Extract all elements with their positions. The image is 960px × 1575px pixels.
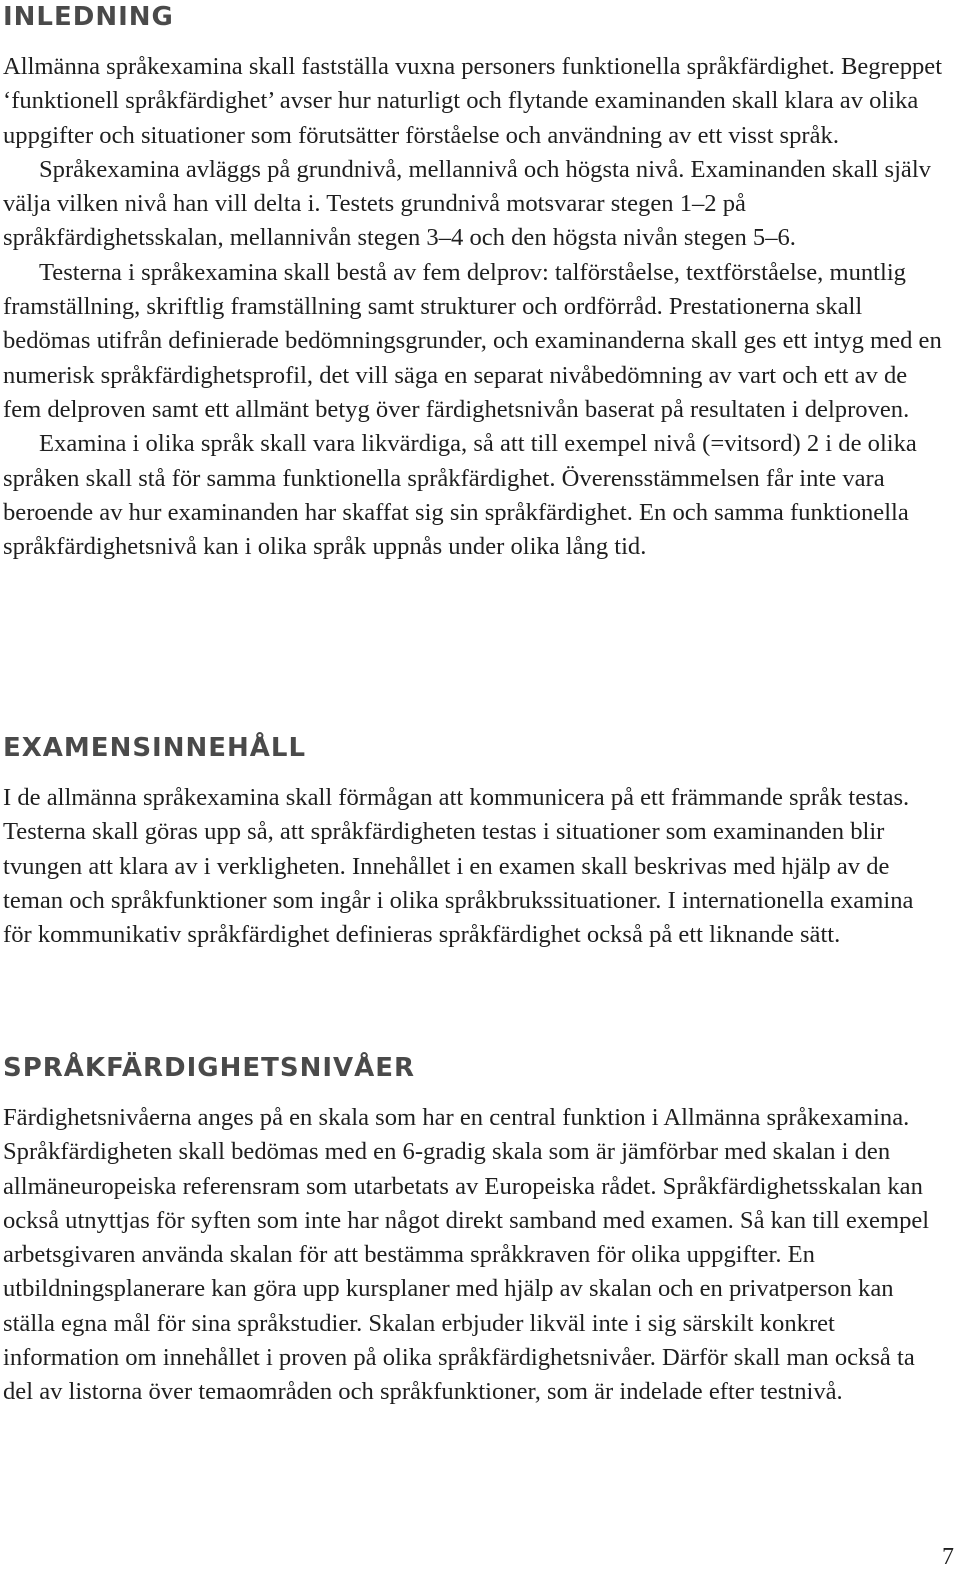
section-body-sprakfardighetsnivaer	[3, 1101, 948, 1410]
paragraph: I de allmänna språkexamina skall förmågan att kommunicera på ett främmande språk testas. Testerna skall göras upp så, att språkfärdigheten testas i situationer som examinanden blir tvungen att klara av i verkligheten. Innehållet i en examen skall beskrivas med hjälp av de teman och språkfunktioner som ingår i olika språkbrukssituationer. I internationella examina för kommunikativ språkfärdighet definieras språkfärdighet också på ett liknande sätt.	[3, 784, 914, 949]
section-heading-inledning: INLEDNING	[3, 2, 174, 32]
section-heading-sprakfardighetsnivaer: SPRÅKFÄRDIGHETSNIVÅER	[3, 1053, 416, 1083]
section-body-inledning	[3, 50, 948, 564]
paragraph: Examina i olika språk skall vara likvärdiga, så att till exempel nivå (=vitsord) 2 i de olika språken skall stå för samma funktionella språkfärdighet. Överensstämmelsen får inte vara beroende av hur examinanden har skaffat sig sin språkfärdighet. En och samma funktionella språkfärdighetsnivå kan i olika språk uppnås under olika lång tid.	[3, 430, 917, 561]
paragraph: Språkexamina avläggs på grundnivå, mellannivå och högsta nivå. Examinanden skall själv välja vilken nivå han vill delta i. Testets grundnivå motsvarar stegen 1–2 på språkfärdighetsskalan, mellannivån stegen 3–4 och den högsta nivån stegen 5–6.	[3, 155, 931, 252]
paragraph: Allmänna språkexamina skall fastställa vuxna personers funktionella språkfärdighet. Begreppet ‘funktionell språkfärdighet’ avser hur naturligt och flytande examinanden skall klara av olika uppgifter och situationer som förutsätter förståelse och användning av ett visst språk.	[3, 53, 943, 149]
section-heading-examensinnehall: EXAMENSINNEHÅLL	[3, 733, 307, 763]
section-body-examensinnehall	[3, 781, 948, 952]
page-number: 7	[942, 1544, 954, 1570]
paragraph: Testerna i språkexamina skall bestå av fem delprov: talförståelse, textförståelse, muntlig framställning, skriftlig framställning samt strukturer och ordförråd. Prestationerna skall bedömas utifrån definierade bedömningsgrunder, och examinanderna skall ges ett intyg med en numerisk språkfärdighetsprofil, det vill säga en separat nivåbedömning av vart och ett av de fem delproven samt ett allmänt betyg över färdighetsnivån baserat på resultaten i delproven.	[3, 258, 942, 423]
paragraph: Färdighetsnivåerna anges på en skala som har en central funktion i Allmänna språkexamina. Språkfärdigheten skall bedömas med en 6-gradig skala som är jämförbar med skalan i den allmäneuropeiska referensram som utarbetats av Europeiska rådet. Språkfärdighetsskalan kan också utnyttjas för syften som inte har något direkt samband med examen. Så kan till exempel arbetsgivaren använda skalan för att bestämma språkkraven för olika uppgifter. En utbildningsplanerare kan göra upp kursplaner med hjälp av skalan och en privatperson kan ställa egna mål för sina språkstudier. Skalan erbjuder likväl inte i sig särskilt konkret information om innehållet i proven på olika språkfärdighetsnivåer. Därför skall man också ta del av listorna över temaområden och språkfunktioner, som är indelade efter testnivå.	[3, 1104, 930, 1406]
